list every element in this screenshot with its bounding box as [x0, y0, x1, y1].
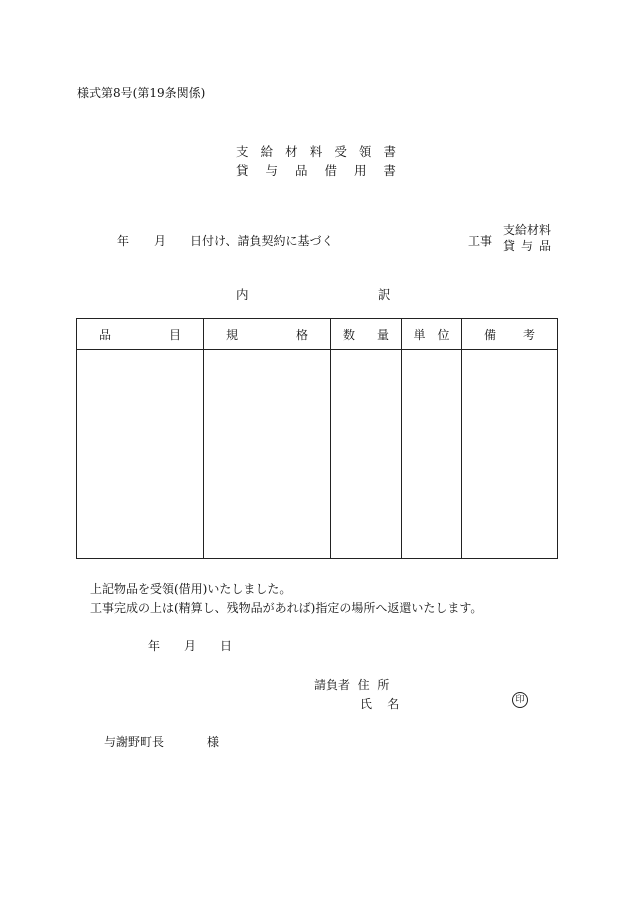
address-char: 住: [357, 678, 370, 692]
header-remarks: [462, 319, 558, 350]
header-char: 単: [413, 327, 426, 342]
koji-type-options: [503, 222, 551, 254]
applicant-label: 請負者: [314, 678, 351, 692]
contract-year-label: 年: [117, 234, 130, 248]
type-char: 貸: [503, 239, 516, 253]
return-statement: 工事完成の上は(精算し、残物品があれば)指定の場所へ返還いたします。: [90, 601, 483, 615]
type-char: 与: [520, 239, 533, 253]
title-char: 受: [334, 144, 347, 159]
date-year-label: 年: [148, 639, 161, 653]
name-char: 名: [387, 697, 400, 711]
address-char: 所: [377, 678, 390, 692]
title-line-2: [236, 161, 396, 179]
contract-month-label: 月: [154, 234, 167, 248]
header-char: 位: [437, 327, 450, 342]
title-char: 与: [265, 163, 278, 178]
addressee-honorific: 様: [207, 735, 220, 749]
date-day-label: 日: [220, 639, 233, 653]
name-char: 氏: [360, 697, 373, 711]
header-char: 格: [295, 327, 308, 342]
quantity-cell[interactable]: [331, 350, 402, 559]
table-row: [77, 350, 558, 559]
header-char: 考: [522, 327, 535, 342]
title-char: 料: [309, 144, 323, 159]
item-cell[interactable]: [77, 350, 204, 559]
items-table: [76, 318, 558, 559]
remarks-cell[interactable]: [462, 350, 558, 559]
title-char: 品: [294, 163, 308, 178]
header-char: 規: [226, 327, 239, 342]
type-char: 支: [503, 223, 516, 237]
date-month-label: 月: [184, 639, 197, 653]
title-char: 書: [383, 144, 396, 159]
title-char: 書: [383, 163, 396, 178]
header-spec: [204, 319, 331, 350]
seal-icon: 印: [512, 692, 528, 708]
header-char: 備: [484, 327, 497, 342]
table-header-row: [77, 319, 558, 350]
applicant-address-label: [314, 676, 389, 693]
contract-description: 日付け、請負契約に基づく: [190, 234, 334, 248]
header-quantity: [331, 319, 402, 350]
name-label: [360, 695, 399, 712]
title-char: 支: [236, 144, 249, 159]
header-char: 目: [168, 327, 181, 342]
title-char: 材: [285, 144, 298, 159]
type-loaned-goods: [503, 238, 551, 254]
header-char: 数: [343, 327, 356, 342]
type-char: 給: [515, 223, 528, 237]
breakdown-label-left: 内: [236, 287, 249, 302]
title-line-1: [236, 142, 396, 160]
title-char: 借: [324, 163, 337, 178]
breakdown-label-right: 訳: [378, 287, 391, 302]
koji-label: 工事: [468, 234, 493, 248]
addressee-title: 与謝野町長: [104, 735, 165, 749]
title-char: 給: [260, 144, 274, 159]
type-char: 材: [527, 223, 540, 237]
title-char: 貸: [236, 163, 249, 178]
type-supplied-materials: [503, 222, 551, 238]
header-char: 品: [99, 327, 112, 342]
type-char: 料: [539, 223, 552, 237]
title-char: 用: [353, 163, 367, 178]
header-char: 量: [376, 327, 389, 342]
unit-cell[interactable]: [402, 350, 462, 559]
header-unit: [402, 319, 462, 350]
type-char: 品: [538, 239, 551, 253]
spec-cell[interactable]: [204, 350, 331, 559]
form-number: 様式第8号(第19条関係): [77, 86, 206, 100]
header-item: [77, 319, 204, 350]
title-char: 領: [358, 144, 372, 159]
receipt-statement: 上記物品を受領(借用)いたしました。: [90, 582, 292, 596]
